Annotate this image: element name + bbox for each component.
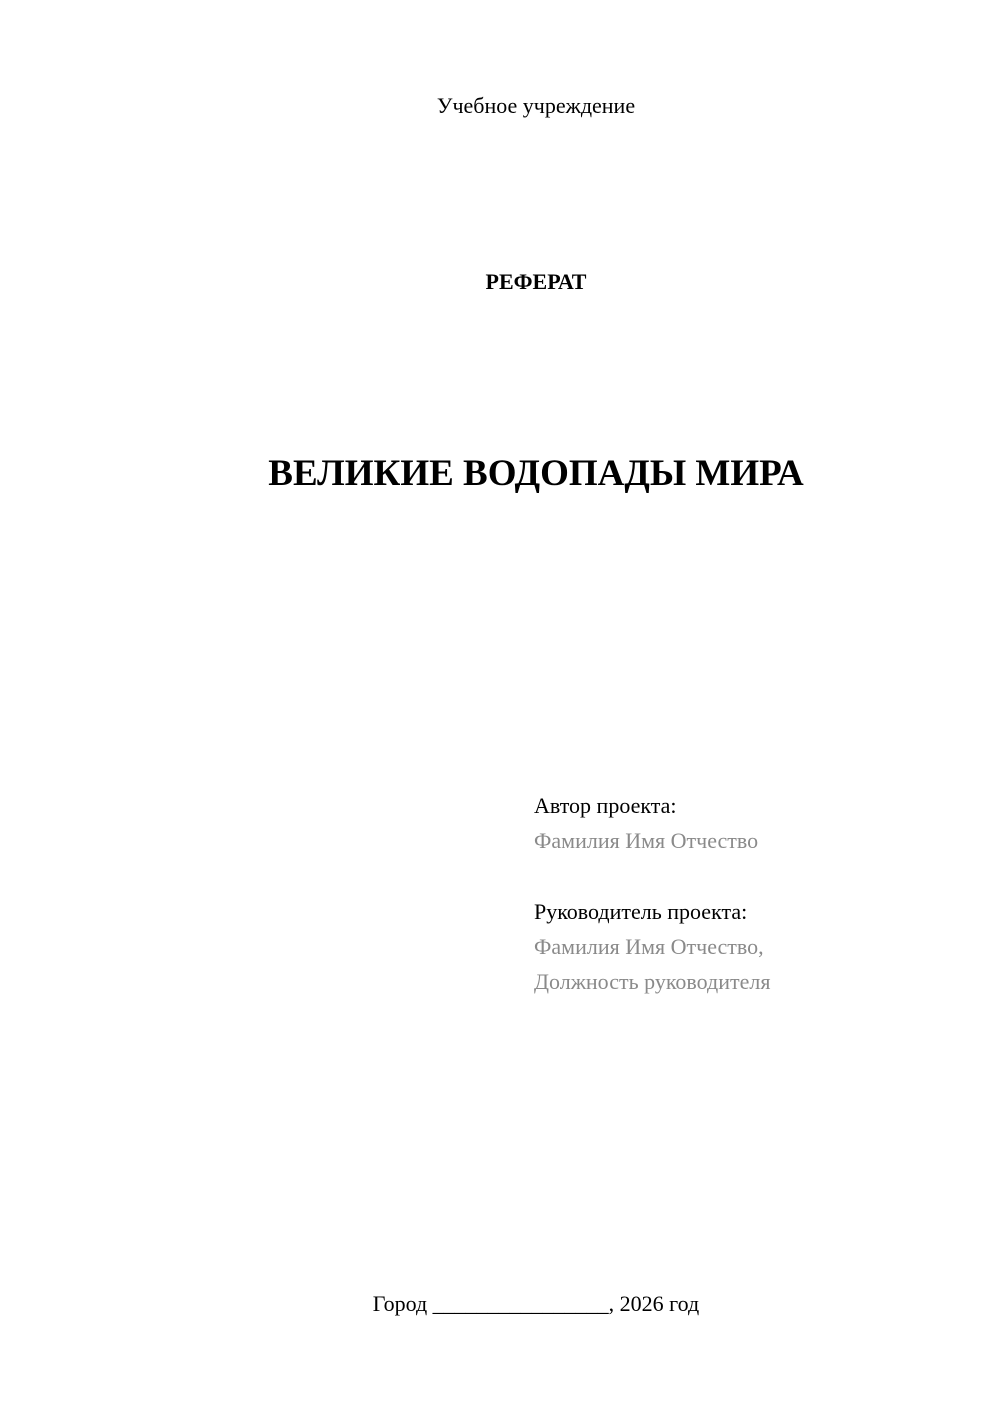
supervisor-position-placeholder: Должность руководителя bbox=[534, 969, 771, 994]
spacer bbox=[534, 858, 974, 894]
document-type: РЕФЕРАТ bbox=[485, 269, 587, 294]
institution-name: Учебное учреждение bbox=[436, 93, 636, 118]
supervisor-label: Руководитель проекта: bbox=[534, 899, 748, 924]
city-year-line: Город ________________, 2026 год bbox=[372, 1291, 700, 1316]
credits-block bbox=[534, 788, 974, 999]
document-title: ВЕЛИКИЕ ВОДОПАДЫ МИРА bbox=[268, 453, 804, 494]
author-name-placeholder: Фамилия Имя Отчество bbox=[534, 828, 759, 853]
supervisor-name-placeholder: Фамилия Имя Отчество, bbox=[534, 934, 764, 959]
author-label: Автор проекта: bbox=[534, 793, 677, 818]
